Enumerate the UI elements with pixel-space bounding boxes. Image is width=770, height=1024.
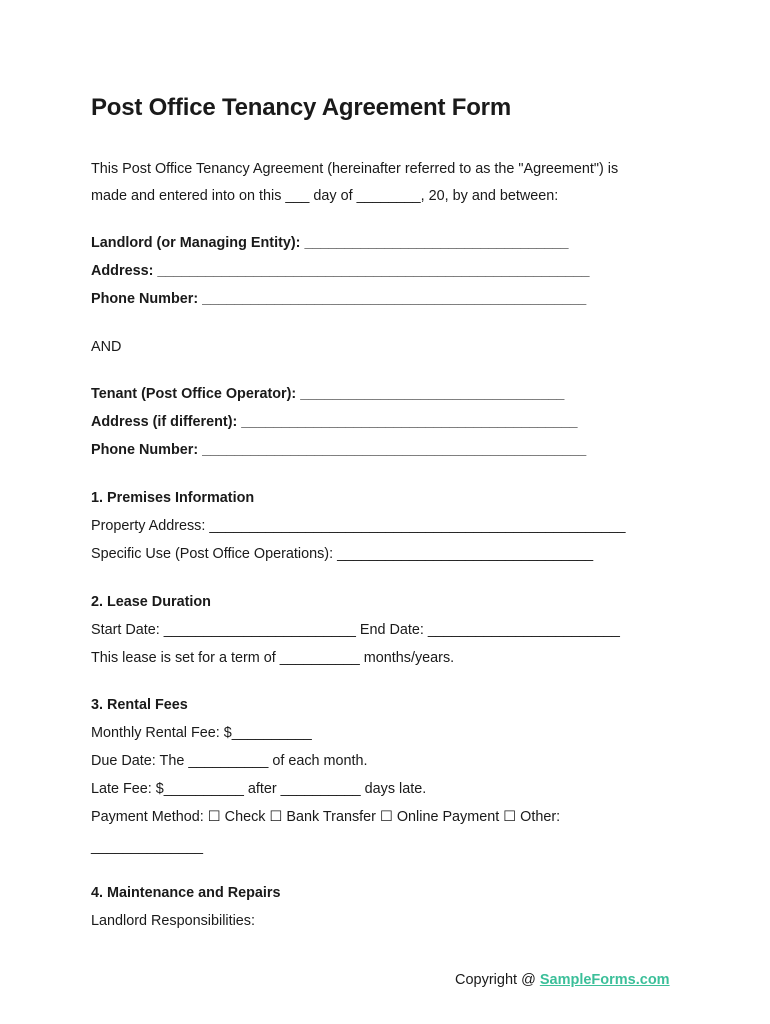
landlord-name-field: Landlord (or Managing Entity): _________________________________ — [91, 235, 569, 251]
intro-line-2: made and entered into on this ___ day of ________, 20, by and between: — [91, 188, 559, 204]
property-address-field: Property Address: ____________________________________________________ — [91, 518, 626, 534]
section-heading-lease: 2. Lease Duration — [91, 594, 211, 610]
payment-other-blank: ______________ — [91, 839, 204, 855]
brand-link[interactable]: SampleForms.com — [539, 972, 670, 988]
section-heading-rental: 3. Rental Fees — [91, 697, 188, 713]
lease-term-field: This lease is set for a term of __________ months/years. — [91, 650, 455, 666]
landlord-phone-field: Phone Number: ________________________________________________ — [91, 291, 587, 307]
specific-use-field: Specific Use (Post Office Operations): ________________________________ — [91, 546, 594, 562]
payment-method-field: Payment Method: ☐ Check ☐ Bank Transfer ☐ Online Payment ☐ Other: — [91, 809, 561, 825]
lease-dates-field: Start Date: ________________________ End Date: ________________________ — [91, 622, 620, 638]
tenant-address-field: Address (if different): __________________________________________ — [91, 414, 578, 430]
late-fee-field: Late Fee: $__________ after __________ days late. — [91, 781, 427, 797]
copyright-prefix: Copyright @ — [455, 972, 540, 988]
landlord-address-field: Address: ______________________________________________________ — [91, 263, 590, 279]
monthly-fee-field: Monthly Rental Fee: $__________ — [91, 725, 312, 741]
landlord-responsibilities-label: Landlord Responsibilities: — [91, 913, 255, 929]
and-separator: AND — [91, 339, 122, 355]
section-heading-maintenance: 4. Maintenance and Repairs — [91, 885, 281, 901]
page-title: Post Office Tenancy Agreement Form — [91, 94, 511, 121]
intro-line-1: This Post Office Tenancy Agreement (hereinafter referred to as the "Agreement") is — [91, 161, 619, 177]
tenant-phone-field: Phone Number: ________________________________________________ — [91, 442, 587, 458]
tenant-name-field: Tenant (Post Office Operator): _________________________________ — [91, 386, 565, 402]
section-heading-premises: 1. Premises Information — [91, 490, 255, 506]
copyright-footer — [455, 972, 670, 988]
due-date-field: Due Date: The __________ of each month. — [91, 753, 368, 769]
